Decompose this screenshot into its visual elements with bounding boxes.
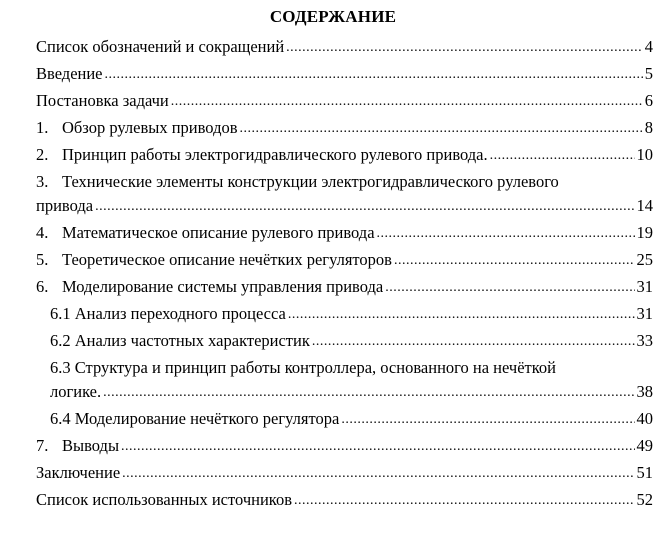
toc-entry-title: 6.3 Структура и принцип работы контроллера, основанного на нечёткой: [50, 358, 556, 377]
toc-entry-page: 6: [644, 91, 653, 110]
toc-leader-dots: [312, 330, 635, 351]
toc-entry-title-continued: привода: [36, 196, 94, 215]
toc-entry-page: 31: [636, 304, 653, 323]
toc-leader-dots: [103, 381, 634, 402]
toc-entry: [36, 64, 653, 91]
toc-entry: [36, 223, 653, 250]
toc-entry-title: Заключение: [36, 463, 121, 482]
toc-entry-title: Принцип работы электрогидравлического рулевого привода.: [62, 145, 488, 164]
toc-entry-title: Список обозначений и сокращений: [36, 37, 285, 56]
toc-entry-page: 25: [636, 250, 653, 269]
toc-entry-title: 6.2 Анализ частотных характеристик: [50, 331, 310, 350]
toc-entry-title: Постановка задачи: [36, 91, 169, 110]
toc-entry: [36, 37, 653, 64]
toc-entry-page: 4: [644, 37, 653, 56]
toc-leader-dots: [121, 435, 634, 456]
toc-entry-title: Список использованных источников: [36, 490, 292, 509]
toc-entry: [36, 463, 653, 490]
toc-entry-number: 2.: [36, 145, 49, 164]
toc-leader-dots: [122, 462, 634, 483]
toc-leader-dots: [394, 249, 635, 270]
toc-heading: СОДЕРЖАНИЕ: [269, 7, 397, 26]
toc-subentry: [36, 409, 653, 436]
toc-leader-dots: [385, 276, 634, 297]
toc-entry-number: 6.: [36, 277, 49, 296]
toc-entry-page: 38: [636, 382, 653, 401]
toc-entry-number: 4.: [36, 223, 49, 242]
toc-leader-dots: [490, 144, 635, 165]
toc-entry-page: 49: [636, 436, 653, 455]
toc-entry-page: 5: [644, 64, 653, 83]
toc-entry: [36, 250, 653, 277]
toc-subentry: [36, 382, 653, 409]
toc-entry-number: 3.: [36, 172, 49, 191]
toc-leader-dots: [286, 36, 643, 57]
toc-entry-title: 6.4 Моделирование нечёткого регулятора: [50, 409, 340, 428]
toc-entry-line1: [36, 172, 653, 196]
toc-entry: [36, 118, 653, 145]
toc-entry-page: 31: [636, 277, 653, 296]
toc-leader-dots: [341, 408, 634, 429]
toc-entry-page: 52: [636, 490, 653, 509]
toc-entry: [36, 196, 653, 223]
toc-entry: [36, 145, 653, 172]
toc-entry-number: 5.: [36, 250, 49, 269]
toc-subentry: [36, 304, 653, 331]
toc-leader-dots: [171, 90, 643, 111]
toc-entry-title: Моделирование системы управления привода: [62, 277, 384, 296]
toc-entry-page: 33: [636, 331, 653, 350]
toc-entry-number: 1.: [36, 118, 49, 137]
toc-entry-title: Введение: [36, 64, 103, 83]
toc-leader-dots: [377, 222, 635, 243]
toc-entry-page: 40: [636, 409, 653, 428]
toc-entry: [36, 277, 653, 304]
toc-subentry-line1: [36, 358, 653, 382]
toc-entry-page: 10: [636, 145, 653, 164]
toc-leader-dots: [105, 63, 643, 84]
toc-entry: [36, 91, 653, 118]
toc-leader-dots: [288, 303, 635, 324]
toc-entry-title: Обзор рулевых приводов: [62, 118, 238, 137]
toc-entry-title: Выводы: [62, 436, 120, 455]
toc-entry-page: 8: [644, 118, 653, 137]
toc-entry-page: 19: [636, 223, 653, 242]
toc-entry-title-continued: логике.: [50, 382, 102, 401]
toc-entry-number: 7.: [36, 436, 49, 455]
toc-list: [36, 37, 653, 517]
toc-entry-page: 14: [636, 196, 653, 215]
toc-entry-title: Технические элементы конструкции электрогидравлического рулевого: [62, 172, 559, 191]
toc-entry-title: 6.1 Анализ переходного процесса: [50, 304, 286, 323]
toc-leader-dots: [240, 117, 643, 138]
toc-leader-dots: [294, 489, 635, 510]
toc-entry: [36, 436, 653, 463]
toc-entry-title: Математическое описание рулевого привода: [62, 223, 375, 242]
toc-entry: [36, 490, 653, 517]
toc-leader-dots: [95, 195, 634, 216]
toc-entry-title: Теоретическое описание нечётких регуляторов: [62, 250, 392, 269]
toc-subentry: [36, 331, 653, 358]
toc-entry-page: 51: [636, 463, 653, 482]
